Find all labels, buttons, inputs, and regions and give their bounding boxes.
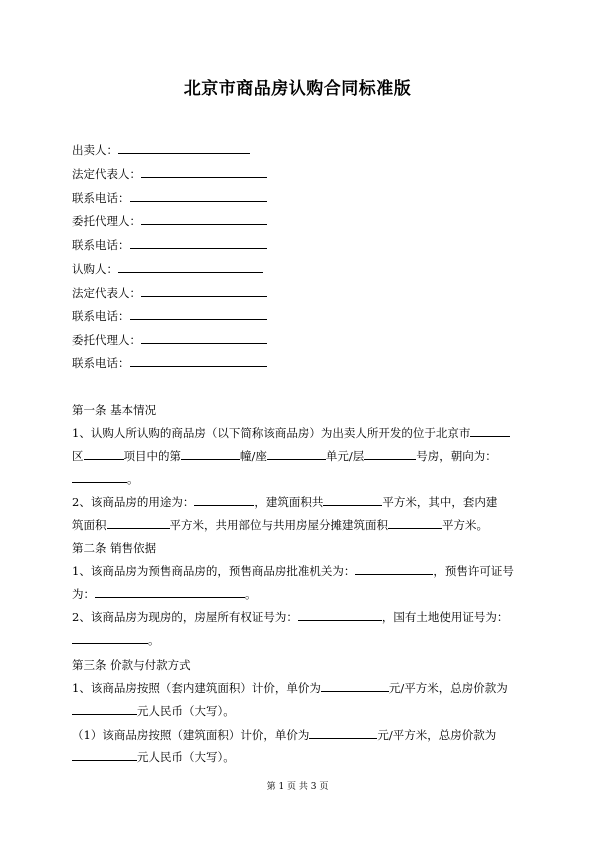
text-run: （1）该商品房按照（建筑面积）计价，单价为 [72,728,310,742]
field-label: 出卖人： [72,143,118,157]
party-field-seller [72,142,250,158]
text-run: 1、该商品房为预售商品房的，预售商品房批准机关为： [72,564,356,578]
party-field-buyer-phone [72,308,267,324]
article-2-heading: 第二条 销售依据 [72,541,157,555]
field-blank[interactable] [141,285,267,297]
text-run: 元人民币（大写）。 [137,704,235,718]
text-run: 2、该商品房的用途为： [72,495,195,509]
field-blank[interactable] [118,261,263,273]
article-2-paragraph-1-line-2 [72,586,257,602]
article-3-paragraph-2-line-2 [72,749,235,765]
text-run: 幢/座 [240,449,267,463]
field-blank[interactable] [194,494,254,506]
field-blank[interactable] [388,517,442,529]
field-blank[interactable] [355,563,433,575]
text-run: 1、该商品房按照（套内建筑面积）计价，单价为 [72,681,321,695]
document-title: 北京市商品房认购合同标准版 [183,79,412,99]
text-run: 为： [72,587,95,601]
field-blank[interactable] [309,727,377,739]
article-1-paragraph-2-line-1 [72,494,497,510]
field-blank[interactable] [141,166,267,178]
party-field-buyer-legal-rep [72,285,267,301]
party-field-buyer [72,261,263,277]
article-2-paragraph-1-line-1 [72,563,514,579]
text-run: 区 [72,449,84,463]
article-1-paragraph-1-line-3 [72,471,139,487]
text-run: 元/平方米，总房价款为 [377,728,497,742]
text-run: ，预售许可证号 [433,564,514,578]
field-blank[interactable] [107,517,170,529]
field-blank[interactable] [321,680,389,692]
field-label: 委托代理人： [72,333,141,347]
field-blank[interactable] [364,448,416,460]
text-run: ，建筑面积共 [254,495,324,509]
field-blank[interactable] [130,190,267,202]
party-field-buyer-agent [72,332,267,348]
text-run: ，国有土地使用证号为： [381,610,509,624]
field-blank[interactable] [95,586,245,598]
article-1-paragraph-1-line-2 [72,448,497,464]
text-run: 1、认购人所认购的商品房（以下简称该商品房）为出卖人所开发的位于北京市 [72,426,471,440]
field-blank[interactable] [130,308,267,320]
article-1-paragraph-2-line-2 [72,517,488,533]
field-blank[interactable] [118,142,250,154]
text-run: 。 [148,633,160,647]
party-field-seller-agent-phone [72,237,267,253]
field-label: 联系电话： [72,356,130,370]
field-blank[interactable] [130,355,267,367]
field-label: 认购人： [72,262,118,276]
field-blank[interactable] [181,448,240,460]
field-label: 联系电话： [72,309,130,323]
field-label: 联系电话： [72,238,130,252]
text-run: 。 [245,587,257,601]
field-blank[interactable] [323,494,382,506]
field-label: 委托代理人： [72,214,141,228]
article-3-paragraph-1-line-2 [72,703,235,719]
field-blank[interactable] [84,448,124,460]
field-blank[interactable] [72,749,137,761]
text-run: 平方米，共用部位与共用房屋分摊建筑面积 [169,518,388,532]
field-blank[interactable] [72,632,148,644]
article-3-heading: 第三条 价款与付款方式 [72,658,191,672]
text-run: 号房，朝向为： [416,449,497,463]
article-1-heading: 第一条 基本情况 [72,403,157,417]
article-2-paragraph-2-line-2 [72,632,160,648]
party-field-seller-phone [72,190,267,206]
article-2-paragraph-2-line-1 [72,609,508,625]
text-run: 2、该商品房为现房的，房屋所有权证号为： [72,610,298,624]
article-3-paragraph-2-line-1 [72,727,496,743]
text-run: 平方米，其中，套内建 [382,495,498,509]
text-run: 筑面积 [72,518,107,532]
text-run: 平方米。 [442,518,488,532]
field-blank[interactable] [470,425,510,437]
field-blank[interactable] [267,448,326,460]
field-blank[interactable] [298,609,382,621]
field-blank[interactable] [141,332,267,344]
field-label: 联系电话： [72,191,130,205]
page-number-footer: 第 1 页 共 3 页 [266,782,329,792]
field-label: 法定代表人： [72,167,141,181]
text-run: 元人民币（大写）。 [137,750,235,764]
article-1-paragraph-1-line-1 [72,425,510,441]
text-run: 单元/层 [325,449,365,463]
party-field-seller-legal-rep [72,166,267,182]
field-blank[interactable] [141,213,267,225]
field-blank[interactable] [130,237,267,249]
text-run: 项目中的第 [123,449,181,463]
text-run: 元/平方米，总房价款为 [388,681,508,695]
field-label: 法定代表人： [72,286,141,300]
article-3-paragraph-1-line-1 [72,680,508,696]
party-field-seller-agent [72,213,267,229]
text-run: 。 [127,472,139,486]
party-field-buyer-agent-phone [72,355,267,371]
field-blank[interactable] [72,471,127,483]
field-blank[interactable] [72,703,137,715]
